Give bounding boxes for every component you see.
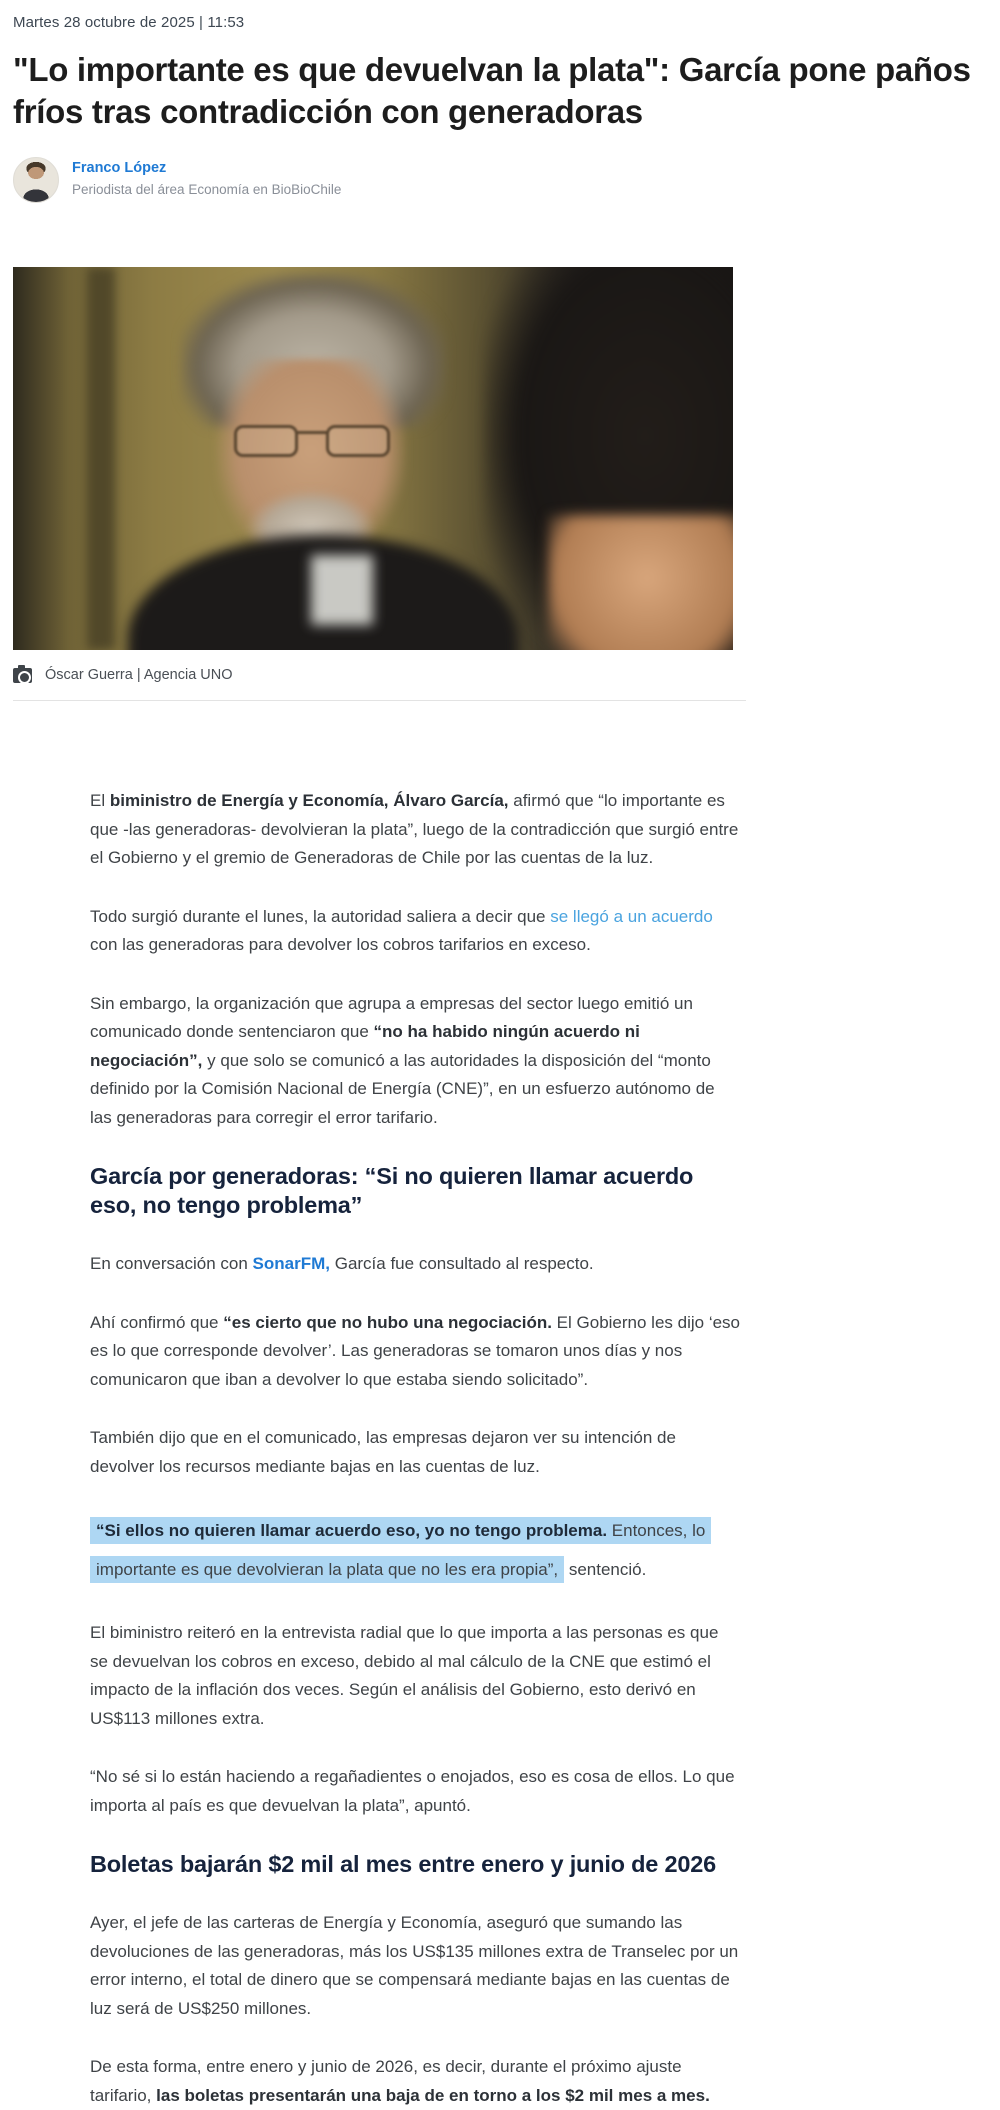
photo-subject-glasses [234,425,390,461]
camera-icon [13,668,32,683]
date-line: Martes 28 octubre de 2025 | 11:53 [13,14,245,31]
article-paragraph-5: Ahí confirmó que “es cierto que no hubo una negociación. El Gobierno les dijo ‘eso es lo que corresponde devolver’. Las generadoras se tomaron unos días y nos comunicaron que iban a devolver lo que estaba siendo solicitado”. [90,1312,740,1389]
divider [13,700,746,701]
photo-second-figure [548,515,733,650]
author-avatar [13,157,59,203]
article-paragraph-11: De esta forma, entre enero y junio de 2026, es decir, durante el próximo ajuste tarifario, las boletas presentarán una baja de en torno a los $2 mil mes a mes. [90,2057,710,2105]
article-paragraph-6: También dijo que en el comunicado, las empresas dejaron ver su intención de devolver los recursos mediante bajas en las cuentas de luz. [90,1428,676,1476]
article-paragraph-9: “No sé si lo están haciendo a regañadientes o enojados, eso es cosa de ellos. Lo que importa al país es que devuelvan la plata”, apuntó. [90,1767,735,1815]
headline: "Lo importante es que devuelvan la plata": García pone paños fríos tras contradicción con generadoras [13,51,971,131]
photo-background-frame [87,267,115,650]
sonarfm-link[interactable]: SonarFM, [252,1254,330,1274]
article-paragraph-1: El biministro de Energía y Economía, Álvaro García, afirmó que “lo importante es que -las generadoras- devolvieran la plata”, luego de la contradicción que surgió entre el Gobierno y el gremio de Generadoras de Chile por las cuentas de la luz. [90,791,739,868]
highlighted-quote: “Si ellos no quieren llamar acuerdo eso, yo no tengo problema. Entonces, lo importante es que devolvieran la plata que no les era propia”, [90,1517,711,1583]
photo-credit-row [13,667,987,683]
section-heading-garcia: García por generadoras: “Si no quieren llamar acuerdo eso, no tengo problema” [90,1163,694,1219]
author-name-link[interactable]: Franco López [72,160,167,177]
acuerdo-link[interactable]: se llegó a un acuerdo [550,906,713,926]
author-byline [13,157,987,203]
article-photo [13,267,733,650]
photo-credit: Óscar Guerra | Agencia UNO [45,667,233,684]
article-paragraph-2: Todo surgió durante el lunes, la autoridad saliera a decir que se llegó a un acuerdo con las generadoras para devolver los cobros tarifarios en exceso. [90,906,713,955]
author-info [72,157,341,197]
author-role: Periodista del área Economía en BioBioChile [72,182,342,198]
article-paragraph-8: El biministro reiteró en la entrevista radial que lo que importa a las personas es que se devuelvan los cobros en exceso, debido al mal cálculo de la CNE que estimó el impacto de la inflación dos veces. Según el análisis del Gobierno, esto derivó en US$113 millones extra. [90,1623,719,1728]
section-heading-boletas: Boletas bajarán $2 mil al mes entre enero y junio de 2026 [90,1851,716,1878]
highlighted-quote-paragraph: “Si ellos no quieren llamar acuerdo eso, yo no tengo problema. Entonces, lo importante es que devolvieran la plata que no les era propia”, sentenció. [90,1511,740,1589]
photo-subject-collar [311,555,373,625]
article-body [90,787,740,2110]
article-paragraph-10: Ayer, el jefe de las carteras de Energía y Economía, aseguró que sumando las devoluciones de las generadoras, más los US$135 millones extra de Transelec por un error interno, el total de dinero que se compensará mediante bajas en las cuentas de luz será de US$250 millones. [90,1913,739,2018]
article-paragraph-4: En conversación con SonarFM, García fue consultado al respecto. [90,1254,594,1274]
article-paragraph-3: Sin embargo, la organización que agrupa a empresas del sector luego emitió un comunicado donde sentenciaron que “no ha habido ningún acuerdo ni negociación”, y que solo se comunicó a las autoridades la disposición del “monto definido por la Comisión Nacional de Energía (CNE)”, en un esfuerzo autónomo de las generadoras para corregir el error tarifario. [90,993,715,1127]
